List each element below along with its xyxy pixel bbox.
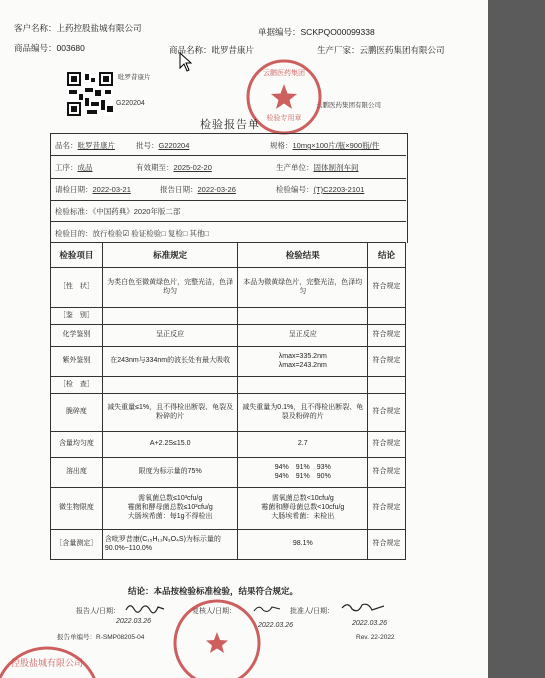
divider (50, 155, 406, 156)
process-label: 工序： (55, 163, 78, 172)
reviewer-label: 复核人/日期： (192, 608, 236, 615)
qr-code-icon (67, 72, 113, 116)
empty-cell (102, 377, 238, 394)
row-conclusion: 符合规定 (368, 394, 406, 432)
expiry-label: 有效期至： (136, 163, 174, 172)
viewer-side-panel (488, 0, 545, 678)
row-result: 本品为微黄绿色片，完整光洁，色泽均匀 (238, 268, 368, 308)
product-label: 品名： (55, 141, 78, 150)
empty-cell (238, 308, 368, 325)
unit-field (276, 162, 359, 173)
bottom-seal-stamp (172, 598, 262, 678)
batch-label: 批号： (136, 141, 159, 150)
table-row (51, 488, 406, 530)
mouse-cursor-icon (179, 52, 193, 72)
row-result: 98.1% (238, 530, 368, 560)
request-date-label: 请检日期： (55, 185, 93, 194)
row-item: ［检 查］ (51, 377, 103, 394)
purpose-options: 放行检验☑ 验证检验□ 复检□ 其他□ (92, 229, 210, 238)
spec-field (270, 140, 379, 151)
row-standard: 含吡罗昔康(C₁₅H₁₃N₃O₄S)为标示量的90.0%~110.0% (102, 530, 238, 560)
request-date-field (55, 184, 131, 195)
row-conclusion: 符合规定 (368, 530, 406, 560)
manufacturer-field (317, 44, 445, 56)
table-row (51, 308, 406, 325)
result-line: 大肠埃希菌：未检出 (271, 512, 335, 520)
reporter-signature (124, 600, 166, 616)
qr-caption: 吡罗昔康片 (118, 74, 151, 81)
row-standard (102, 488, 238, 530)
header-standard: 标准规定 (102, 243, 238, 268)
table-row (51, 394, 406, 432)
empty-cell (368, 308, 406, 325)
row-item: 脆碎度 (51, 394, 103, 432)
table-row (51, 432, 406, 458)
customer-label: 客户名称： (14, 23, 57, 33)
manufacturer-label: 生产厂家： (317, 45, 360, 55)
product-name-value: 吡罗昔康片 (211, 45, 255, 55)
approver-label: 批准人/日期： (290, 608, 334, 615)
table-row (51, 530, 406, 560)
company-small-text: 云鹏医药集团有限公司 (316, 102, 381, 109)
row-item: ［性 状］ (51, 268, 103, 308)
product-code-label: 商品编号： (14, 43, 57, 53)
row-result: 2.7 (238, 432, 368, 458)
doc-no-value: SCKPQO00099338 (300, 27, 375, 37)
reporter-date: 2022.03.26 (116, 618, 152, 625)
inspect-no-field (276, 184, 364, 195)
product-name-label: 商品名称： (169, 45, 212, 55)
row-standard: 呈正反应 (102, 325, 238, 347)
row-conclusion: 符合规定 (368, 325, 406, 347)
conclusion-text: 结论：本品按检验标准检验，结果符合规定。 (128, 586, 299, 596)
result-line: 94% 91% 93% (274, 463, 331, 471)
table-row (51, 347, 406, 377)
svg-text:控股盐城有限公司: 控股盐城有限公司 (10, 658, 84, 668)
svg-text:云鹏医药集团: 云鹏医药集团 (263, 70, 305, 77)
report-title: 检验报告单 (200, 119, 260, 131)
header-item: 检验项目 (51, 243, 103, 268)
row-standard: 在243nm与334nm的波长处有最大吸收 (102, 347, 238, 377)
table-row (51, 268, 406, 308)
doc-no-label: 单据编号： (258, 27, 301, 37)
svg-text:检验专用章: 检验专用章 (266, 115, 302, 122)
standard-field (55, 206, 180, 217)
row-item: ［含量测定］ (51, 530, 103, 560)
result-line: λmax=243.2nm (278, 361, 327, 369)
row-item: 紫外鉴别 (51, 347, 103, 377)
process-field (55, 162, 93, 173)
spec-value: 10mg×100片/瓶×900瓶/件 (292, 141, 380, 150)
process-value: 成品 (77, 163, 93, 172)
row-result: 减失重量为0.1%，且不得检出断裂、龟裂及粉碎的片 (238, 394, 368, 432)
result-line: 94% 91% 90% (274, 472, 331, 480)
table-row (51, 325, 406, 347)
expiry-field (136, 162, 212, 173)
row-standard: 为类白色至微黄绿色片，完整光洁，色泽均匀 (102, 268, 238, 308)
row-item: ［鉴 别］ (51, 308, 103, 325)
row-item: 微生物限度 (51, 488, 103, 530)
divider (50, 221, 406, 222)
row-standard: 减失重量≤1%，且不得检出断裂、龟裂及粉碎的片 (102, 394, 238, 432)
unit-label: 生产单位： (276, 163, 314, 172)
row-item: 化学鉴别 (51, 325, 103, 347)
product-value: 吡罗昔康片 (77, 141, 115, 150)
empty-cell (102, 308, 238, 325)
expiry-value: 2025-02-20 (173, 163, 212, 172)
batch-field (136, 140, 189, 151)
row-result (238, 347, 368, 377)
divider (50, 200, 406, 201)
results-table (50, 242, 406, 560)
result-line: λmax=335.2nm (278, 352, 327, 360)
empty-cell (368, 377, 406, 394)
customer-value: 上药控股盐城有限公司 (56, 23, 142, 33)
row-conclusion: 符合规定 (368, 347, 406, 377)
header-result: 检验结果 (238, 243, 368, 268)
reviewer-date: 2022.03.26 (258, 622, 294, 629)
empty-cell (238, 377, 368, 394)
row-conclusion: 符合规定 (368, 488, 406, 530)
inspect-no-value: (T)C2203-2101 (313, 185, 365, 194)
row-standard: 限度为标示量的75% (102, 458, 238, 488)
row-item: 溶出度 (51, 458, 103, 488)
approver-signature (340, 600, 388, 616)
header-conclusion: 结论 (368, 243, 406, 268)
purpose-field (55, 228, 209, 239)
product-code-field (14, 42, 85, 54)
row-item: 含量均匀度 (51, 432, 103, 458)
table-row (51, 377, 406, 394)
row-result (238, 458, 368, 488)
standard-label: 检验标准： (55, 207, 93, 216)
result-line: 需氧菌总数<10cfu/g (271, 495, 334, 503)
report-date-label: 报告日期： (160, 185, 198, 194)
reporter-label: 报告人/日期： (76, 608, 120, 615)
manufacturer-value: 云鹏医药集团有限公司 (359, 45, 445, 55)
corner-seal-stamp (0, 640, 102, 678)
row-conclusion: 符合规定 (368, 432, 406, 458)
unit-value: 固体制剂车间 (313, 163, 359, 172)
result-line: 霉菌和酵母菌总数<10cfu/g (261, 504, 345, 512)
product-code-value: 003680 (56, 43, 85, 53)
spec-label: 规格： (270, 141, 293, 150)
purpose-label: 检验目的： (55, 229, 93, 238)
table-header-row (51, 243, 406, 268)
standard-line: 霉菌和酵母菌总数≤10²cfu/g (127, 504, 213, 512)
request-date-value: 2022-03-21 (92, 185, 131, 194)
product-field (55, 140, 115, 151)
approver-date: 2022.03.26 (352, 620, 388, 627)
report-number: 报告单编号：R-SMP08205-04 (57, 634, 145, 641)
inspect-no-label: 检验编号： (276, 185, 314, 194)
report-date-field (160, 184, 236, 195)
standard-line: 大肠埃希菌：每1g不得检出 (127, 512, 213, 520)
standard-line: 需氧菌总数≤10³cfu/g (138, 495, 203, 503)
row-conclusion: 符合规定 (368, 268, 406, 308)
standard-value: 《中国药典》2020年版二部 (92, 207, 181, 216)
batch-value: G220204 (158, 141, 190, 150)
revision-text: Rev. 22-2022 (356, 634, 395, 641)
table-row (51, 458, 406, 488)
row-result (238, 488, 368, 530)
row-standard: A+2.2S≤15.0 (102, 432, 238, 458)
qr-code-text: G220204 (116, 100, 145, 107)
customer-field (14, 22, 142, 34)
row-result: 呈正反应 (238, 325, 368, 347)
doc-no-field (258, 26, 375, 38)
report-date-value: 2022-03-26 (197, 185, 236, 194)
divider (50, 178, 406, 179)
row-conclusion: 符合规定 (368, 458, 406, 488)
